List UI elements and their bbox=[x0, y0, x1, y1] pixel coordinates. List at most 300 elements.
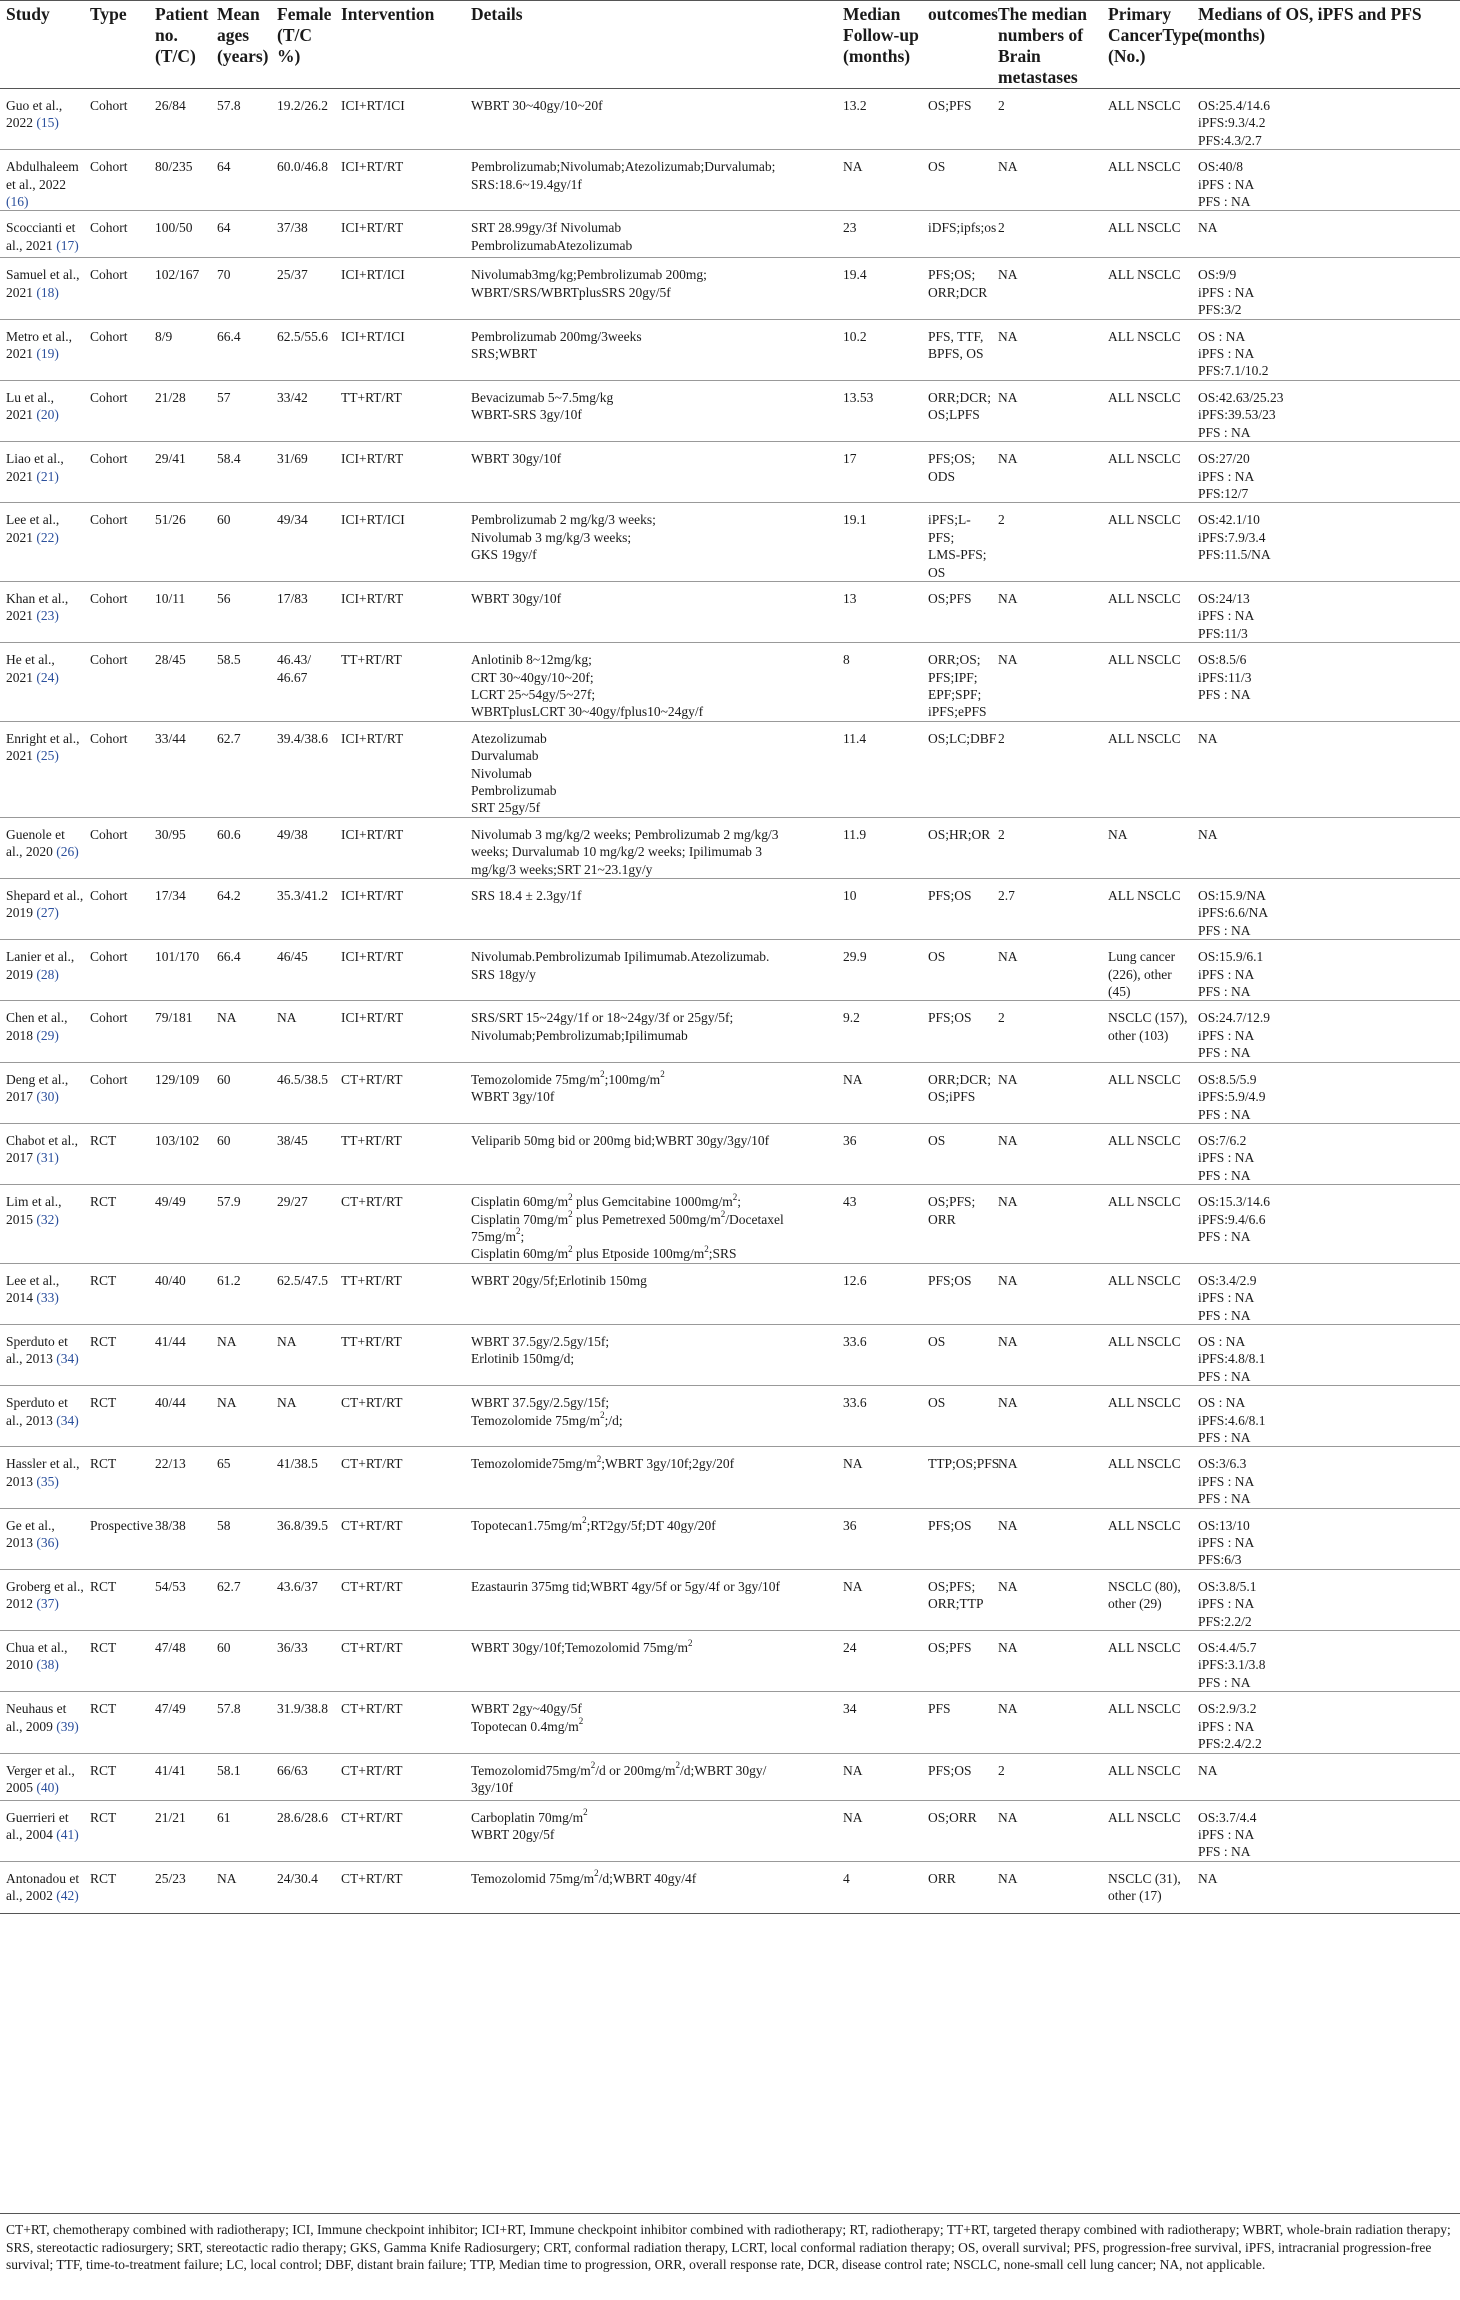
cell-medians bbox=[1192, 1692, 1460, 1753]
cell-patients-text: 103/102 bbox=[155, 1132, 200, 1148]
cell-outcomes bbox=[922, 1263, 992, 1324]
cell-patients-text: 25/23 bbox=[155, 1870, 186, 1886]
cell-medians-text: OS:3.8/5.1 iPFS : NA PFS:2.2/2 bbox=[1198, 1578, 1257, 1629]
cell-study bbox=[0, 940, 84, 1001]
cell-bm-text: 2.7 bbox=[998, 888, 1015, 904]
cell-female bbox=[271, 211, 335, 258]
cell-details-text: WBRT 30gy/10f bbox=[471, 590, 562, 606]
cell-intervention-text: ICI+RT/RT bbox=[341, 220, 404, 236]
cell-study bbox=[0, 258, 84, 319]
cell-study bbox=[0, 1800, 84, 1861]
cell-outcomes-text: OS bbox=[928, 1132, 946, 1148]
cell-intervention-text: ICI+RT/RT bbox=[341, 949, 404, 965]
cell-details bbox=[465, 1324, 837, 1385]
table-row bbox=[0, 817, 1460, 878]
column-header: Mean ages (years) bbox=[217, 4, 269, 66]
reference-link[interactable]: (33) bbox=[36, 1290, 59, 1306]
reference-link[interactable]: (28) bbox=[36, 966, 59, 982]
cell-study bbox=[0, 1861, 84, 1913]
cell-female bbox=[271, 817, 335, 878]
cell-intervention bbox=[335, 817, 465, 878]
cell-patients-text: 22/13 bbox=[155, 1456, 186, 1472]
cell-cancer bbox=[1102, 503, 1192, 582]
cell-followup bbox=[837, 89, 922, 150]
cell-bm-text: NA bbox=[998, 159, 1018, 175]
cell-outcomes bbox=[922, 581, 992, 642]
cell-female-text: 29/27 bbox=[277, 1194, 308, 1210]
cell-patients bbox=[149, 319, 211, 380]
cell-outcomes bbox=[922, 1692, 992, 1753]
cell-female bbox=[271, 1753, 335, 1800]
cell-outcomes bbox=[922, 1447, 1000, 1508]
cell-medians-text: OS:24/13 iPFS : NA PFS:11/3 bbox=[1198, 590, 1255, 641]
cell-female-text: 46.43/ 46.67 bbox=[277, 652, 312, 685]
cell-female bbox=[271, 1861, 335, 1913]
cell-age-text: 64 bbox=[217, 159, 231, 175]
cell-age bbox=[211, 1753, 271, 1800]
reference-link[interactable]: (29) bbox=[36, 1027, 59, 1043]
cell-bm bbox=[992, 380, 1102, 441]
cell-outcomes-text: PFS, TTF, BPFS, OS bbox=[928, 328, 984, 362]
reference-link[interactable]: (39) bbox=[56, 1718, 79, 1734]
cell-intervention-text: CT+RT/RT bbox=[341, 1517, 403, 1533]
reference-link[interactable]: (20) bbox=[36, 407, 59, 423]
table-row bbox=[0, 581, 1460, 642]
cell-female-text: 36.8/39.5 bbox=[277, 1517, 329, 1533]
cell-type bbox=[84, 721, 149, 817]
cell-cancer bbox=[1102, 1324, 1192, 1385]
cell-details-text: Temozolomid $75mg/m^2/d;WBRT$ 40gy/4f bbox=[471, 1868, 697, 1886]
cell-patients bbox=[149, 940, 211, 1001]
cell-age-text: 58.4 bbox=[217, 451, 241, 467]
cell-medians-text: OS:9/9 iPFS : NA PFS:3/2 bbox=[1198, 267, 1255, 318]
cell-type-text: Cohort bbox=[90, 1010, 128, 1026]
cell-patients bbox=[149, 1692, 211, 1753]
cell-patients bbox=[149, 879, 211, 940]
reference-link[interactable]: (30) bbox=[36, 1089, 59, 1105]
cell-outcomes bbox=[922, 319, 992, 380]
cell-outcomes bbox=[922, 380, 992, 441]
column-header: Patient no.(T/C) bbox=[155, 4, 209, 66]
study-name: Lanier et al., 2019 bbox=[6, 949, 75, 982]
cell-type-text: RCT bbox=[90, 1870, 117, 1886]
cell-details-text: WBRT 37.5gy/2.5gy/15f; Temozolomide $75mg/m^2;/d$; bbox=[471, 1395, 623, 1428]
cell-medians bbox=[1192, 1753, 1460, 1800]
cell-female-text: 41/38.5 bbox=[277, 1456, 318, 1472]
cell-followup bbox=[837, 1753, 922, 1800]
cell-medians-text: OS:3.4/2.9 iPFS : NA PFS : NA bbox=[1198, 1272, 1257, 1323]
cell-medians-text: OS:3/6.3 iPFS : NA PFS : NA bbox=[1198, 1456, 1255, 1507]
cell-female-text: 17/83 bbox=[277, 590, 308, 606]
cell-age-text: 57.8 bbox=[217, 1701, 241, 1717]
cell-cancer-text: ALL NSCLC bbox=[1108, 1333, 1181, 1349]
cell-intervention bbox=[335, 150, 465, 211]
cell-details-text: WBRT 20gy/5f;Erlotinib 150mg bbox=[471, 1272, 647, 1288]
reference-link[interactable]: (19) bbox=[36, 346, 59, 362]
cell-study bbox=[0, 1185, 84, 1264]
cell-followup-text: NA bbox=[843, 1809, 863, 1825]
column-header: Medians of OS, iPFS and PFS (months) bbox=[1198, 4, 1422, 45]
study-name: Verger et al., 2005 bbox=[6, 1762, 75, 1795]
cell-age-text: 61.2 bbox=[217, 1272, 241, 1288]
cell-cancer-text: ALL NSCLC bbox=[1108, 1456, 1181, 1472]
reference-link[interactable]: (31) bbox=[36, 1150, 59, 1166]
cell-female bbox=[271, 503, 335, 582]
cell-patients bbox=[149, 150, 211, 211]
cell-bm-text: NA bbox=[998, 267, 1018, 283]
cell-type bbox=[84, 1569, 149, 1630]
column-header: Details bbox=[471, 4, 523, 24]
cell-followup-text: 36 bbox=[843, 1517, 857, 1533]
study-name: Lee et al., 2014 bbox=[6, 1272, 60, 1306]
cell-outcomes-text: OS;LC;DBF bbox=[928, 730, 997, 746]
cell-type bbox=[84, 1861, 149, 1913]
cell-type-text: Cohort bbox=[90, 220, 128, 236]
cell-type-text: Cohort bbox=[90, 512, 128, 528]
cell-female bbox=[271, 1692, 335, 1753]
reference-link[interactable]: (38) bbox=[36, 1657, 59, 1673]
cell-type bbox=[84, 1631, 149, 1692]
cell-bm-text: NA bbox=[998, 1395, 1018, 1411]
reference-link[interactable]: (42) bbox=[56, 1888, 79, 1904]
cell-medians-text: OS:42.1/10 iPFS:7.9/3.4 PFS:11.5/NA bbox=[1198, 512, 1271, 563]
cell-followup-text: 11.9 bbox=[843, 826, 867, 842]
cell-intervention bbox=[335, 1386, 465, 1447]
cell-type bbox=[84, 89, 149, 150]
cell-type-text: RCT bbox=[90, 1272, 117, 1288]
cell-details bbox=[465, 643, 837, 722]
cell-outcomes-text: iDFS;ipfs;os bbox=[928, 220, 997, 236]
cell-age bbox=[211, 503, 271, 582]
cell-bm bbox=[992, 1324, 1102, 1385]
cell-details bbox=[465, 1753, 837, 1800]
cell-intervention bbox=[335, 581, 465, 642]
cell-medians bbox=[1192, 1185, 1460, 1264]
cell-intervention-text: CT+RT/RT bbox=[341, 1701, 403, 1717]
cell-age bbox=[211, 150, 271, 211]
reference-link[interactable]: (36) bbox=[36, 1535, 59, 1551]
reference-link[interactable]: (34) bbox=[56, 1351, 79, 1367]
cell-age-text: 70 bbox=[217, 267, 231, 283]
cell-medians bbox=[1192, 1861, 1460, 1913]
cell-patients bbox=[149, 1001, 211, 1062]
reference-link[interactable]: (40) bbox=[36, 1779, 59, 1795]
cell-study bbox=[0, 319, 84, 380]
cell-cancer-text: NSCLC (157), other (103) bbox=[1108, 1010, 1188, 1043]
cell-bm-text: NA bbox=[998, 949, 1018, 965]
study-name: Shepard et al., 2019 bbox=[6, 888, 84, 921]
cell-age bbox=[211, 319, 271, 380]
reference-link[interactable]: (32) bbox=[36, 1211, 59, 1227]
cell-age bbox=[211, 940, 271, 1001]
cell-patients-text: 30/95 bbox=[155, 826, 186, 842]
cell-age bbox=[211, 721, 271, 817]
cell-female-text: 60.0/46.8 bbox=[277, 159, 329, 175]
cell-intervention-text: ICI+RT/ICI bbox=[341, 98, 405, 113]
cell-study bbox=[0, 1386, 84, 1447]
cell-medians-text: NA bbox=[1198, 826, 1218, 842]
column-header: Intervention bbox=[341, 4, 435, 24]
cell-followup bbox=[837, 1861, 922, 1913]
cell-medians-text: OS:15.9/6.1 iPFS : NA PFS : NA bbox=[1198, 949, 1264, 1000]
cell-type bbox=[84, 380, 149, 441]
cell-female-text: NA bbox=[277, 1010, 297, 1026]
cell-age-text: 65 bbox=[217, 1456, 231, 1472]
cell-cancer-text: ALL NSCLC bbox=[1108, 1132, 1181, 1148]
cell-female-text: 49/34 bbox=[277, 512, 308, 528]
cell-bm-text: NA bbox=[998, 1333, 1018, 1349]
cell-age bbox=[211, 89, 271, 150]
cell-patients bbox=[149, 1631, 211, 1692]
cell-details-text: WBRT 30gy/10f;Temozolomid $75mg/m^2$ bbox=[471, 1637, 693, 1656]
cell-intervention-text: ICI+RT/ICI bbox=[341, 512, 405, 528]
cell-study bbox=[0, 1753, 84, 1800]
cell-details bbox=[465, 721, 837, 817]
cell-patients-text: 47/48 bbox=[155, 1640, 186, 1656]
cell-followup-text: 9.2 bbox=[843, 1010, 860, 1026]
cell-age bbox=[211, 817, 271, 878]
cell-medians bbox=[1192, 150, 1460, 211]
cell-bm-text: NA bbox=[998, 328, 1018, 344]
cell-medians-text: OS:40/8 iPFS : NA PFS : NA bbox=[1198, 159, 1255, 210]
cell-followup-text: 19.1 bbox=[843, 512, 867, 528]
cell-cancer bbox=[1102, 1447, 1192, 1508]
cell-details bbox=[465, 1386, 837, 1447]
cell-cancer bbox=[1102, 643, 1192, 722]
study-name: Deng et al., 2017 bbox=[6, 1071, 69, 1105]
cell-bm bbox=[992, 503, 1102, 582]
cell-bm bbox=[992, 581, 1102, 642]
table-row bbox=[0, 1263, 1460, 1324]
cell-followup bbox=[837, 258, 922, 319]
cell-medians bbox=[1192, 1123, 1460, 1184]
reference-link[interactable]: (22) bbox=[36, 529, 59, 545]
cell-outcomes bbox=[922, 211, 997, 258]
cell-bm bbox=[992, 1263, 1102, 1324]
study-name: Metro et al., 2021 bbox=[6, 328, 72, 362]
cell-age bbox=[211, 1692, 271, 1753]
cell-details-text: Pembrolizumab 2 mg/kg/3 weeks; Nivolumab 3 mg/kg/3 weeks; GKS 19gy/f bbox=[471, 512, 656, 563]
cell-age-text: 57 bbox=[217, 389, 231, 405]
cell-patients-text: 40/44 bbox=[155, 1395, 186, 1411]
cell-followup-text: 13.53 bbox=[843, 389, 874, 405]
cell-type bbox=[84, 442, 149, 503]
cell-type-text: Cohort bbox=[90, 590, 128, 606]
column-header: The median numbers of Brain metastases bbox=[998, 4, 1087, 87]
cell-age bbox=[211, 581, 271, 642]
cell-outcomes-text: iPFS;L-PFS; LMS-PFS; OS bbox=[928, 512, 987, 580]
cell-type-text: RCT bbox=[90, 1456, 117, 1472]
reference-link[interactable]: (34) bbox=[56, 1412, 79, 1428]
cell-details bbox=[465, 258, 837, 319]
cell-intervention-text: ICI+RT/RT bbox=[341, 1010, 404, 1026]
cell-followup-text: 4 bbox=[843, 1870, 850, 1886]
cell-medians bbox=[1192, 721, 1460, 817]
cell-intervention bbox=[335, 1861, 465, 1913]
cell-outcomes bbox=[922, 1123, 992, 1184]
cell-cancer-text: ALL NSCLC bbox=[1108, 730, 1181, 746]
cell-followup-text: NA bbox=[843, 159, 863, 175]
cell-type-text: Cohort bbox=[90, 389, 128, 405]
cell-medians bbox=[1192, 1800, 1460, 1861]
cell-medians bbox=[1192, 1001, 1460, 1062]
cell-patients bbox=[149, 1062, 211, 1123]
reference-link[interactable]: (16) bbox=[6, 194, 29, 210]
reference-link[interactable]: (15) bbox=[36, 115, 59, 131]
cell-intervention-text: CT+RT/RT bbox=[341, 1809, 403, 1825]
cell-study bbox=[0, 89, 84, 150]
cell-cancer bbox=[1102, 581, 1192, 642]
cell-intervention bbox=[335, 1692, 465, 1753]
cell-medians bbox=[1192, 319, 1460, 380]
study-name: Groberg et al., 2012 bbox=[6, 1578, 84, 1612]
cell-type bbox=[84, 940, 149, 1001]
cell-details bbox=[465, 503, 837, 582]
reference-link[interactable]: (21) bbox=[36, 468, 59, 484]
cell-medians bbox=[1192, 1631, 1460, 1692]
cell-details bbox=[465, 817, 837, 878]
cell-type bbox=[84, 1386, 149, 1447]
cell-details bbox=[465, 1800, 837, 1861]
cell-female bbox=[271, 643, 335, 722]
cell-followup-text: NA bbox=[843, 1456, 863, 1472]
cell-patients-text: 54/53 bbox=[155, 1578, 186, 1594]
cell-patients-text: 80/235 bbox=[155, 159, 193, 175]
cell-cancer-text: ALL NSCLC bbox=[1108, 451, 1181, 467]
cell-outcomes bbox=[922, 1631, 992, 1692]
cell-details-text: $Temozolomide75mg/m^2;WBRT$ 3gy/10f;2gy/20f bbox=[471, 1453, 735, 1472]
cell-medians-text: OS:4.4/5.7 iPFS:3.1/3.8 PFS : NA bbox=[1198, 1640, 1266, 1690]
cell-followup bbox=[837, 1185, 922, 1264]
cell-intervention bbox=[335, 721, 465, 817]
cell-type bbox=[84, 1753, 149, 1800]
cell-followup bbox=[837, 879, 922, 940]
cell-cancer-text: NSCLC (80), other (29) bbox=[1108, 1578, 1181, 1612]
cell-female bbox=[271, 150, 335, 211]
reference-link[interactable]: (25) bbox=[36, 748, 59, 764]
cell-age-text: 64 bbox=[217, 220, 231, 236]
cell-age-text: 64.2 bbox=[217, 888, 241, 904]
cell-details bbox=[465, 1861, 837, 1913]
cell-age-text: 60 bbox=[217, 1640, 231, 1656]
cell-female bbox=[271, 1123, 335, 1184]
cell-age bbox=[211, 1861, 271, 1913]
cell-age bbox=[211, 1263, 271, 1324]
reference-link[interactable]: (37) bbox=[36, 1596, 59, 1612]
cell-cancer bbox=[1102, 1185, 1192, 1264]
cell-details bbox=[465, 1631, 837, 1692]
cell-type-text: Cohort bbox=[90, 949, 128, 965]
cell-outcomes bbox=[922, 150, 992, 211]
cell-outcomes bbox=[922, 1386, 992, 1447]
cell-intervention-text: TT+RT/RT bbox=[341, 1272, 402, 1288]
cell-patients-text: 51/26 bbox=[155, 512, 186, 528]
cell-details-text: WBRT 37.5gy/2.5gy/15f; Erlotinib 150mg/d; bbox=[471, 1333, 610, 1367]
cell-followup bbox=[837, 1386, 922, 1447]
cell-type bbox=[84, 1800, 149, 1861]
study-name: Lu et al., 2021 bbox=[6, 389, 54, 423]
cell-study bbox=[0, 1569, 84, 1630]
reference-link[interactable]: (23) bbox=[36, 608, 59, 624]
cell-female bbox=[271, 721, 335, 817]
cell-intervention bbox=[335, 1324, 465, 1385]
cell-details bbox=[465, 1062, 837, 1123]
cell-intervention-text: ICI+RT/ICI bbox=[341, 328, 405, 344]
cell-patients-text: 49/49 bbox=[155, 1194, 186, 1210]
cell-female bbox=[271, 1185, 335, 1264]
cell-patients-text: 21/28 bbox=[155, 389, 186, 405]
cell-cancer-text: ALL NSCLC bbox=[1108, 267, 1181, 283]
cell-outcomes bbox=[922, 258, 992, 319]
reference-link[interactable]: (24) bbox=[36, 669, 59, 685]
reference-link[interactable]: (27) bbox=[36, 905, 59, 921]
cell-bm bbox=[992, 817, 1102, 878]
cell-details bbox=[465, 940, 837, 1001]
reference-link[interactable]: (17) bbox=[56, 237, 79, 253]
cell-intervention bbox=[335, 503, 465, 582]
cell-bm-text: NA bbox=[998, 590, 1018, 606]
cell-details bbox=[465, 1692, 837, 1753]
table-row bbox=[0, 380, 1460, 441]
cell-followup bbox=[837, 1123, 922, 1184]
cell-outcomes bbox=[922, 89, 992, 150]
cell-cancer bbox=[1102, 1062, 1192, 1123]
cell-bm-text: NA bbox=[998, 1640, 1018, 1656]
cell-bm bbox=[992, 1569, 1102, 1630]
cell-type bbox=[84, 1062, 149, 1123]
cell-patients-text: 21/21 bbox=[155, 1809, 186, 1825]
cell-medians bbox=[1192, 1062, 1460, 1123]
cell-type-text: Cohort bbox=[90, 328, 128, 344]
cell-details-text: SRS 18.4 ± 2.3gy/1f bbox=[471, 888, 582, 904]
cell-female-text: 49/38 bbox=[277, 826, 308, 842]
cell-medians-text: OS : NA iPFS:4.8/8.1 PFS : NA bbox=[1198, 1333, 1266, 1384]
cell-cancer-text: ALL NSCLC bbox=[1108, 888, 1181, 904]
reference-link[interactable]: (26) bbox=[56, 844, 79, 860]
cell-cancer bbox=[1102, 1386, 1192, 1447]
cell-age bbox=[211, 1508, 271, 1569]
reference-link[interactable]: (18) bbox=[36, 284, 59, 300]
cell-type bbox=[84, 503, 149, 582]
cell-patients bbox=[149, 380, 211, 441]
cell-age-text: 60 bbox=[217, 512, 231, 528]
cell-outcomes bbox=[922, 1324, 992, 1385]
cell-outcomes-text: PFS;OS bbox=[928, 888, 972, 904]
cell-type bbox=[84, 258, 149, 319]
cell-female-text: 35.3/41.2 bbox=[277, 888, 329, 904]
cell-intervention bbox=[335, 319, 465, 380]
cell-bm bbox=[992, 319, 1102, 380]
cell-age-text: 66.4 bbox=[217, 949, 241, 965]
cell-female bbox=[271, 1569, 335, 1630]
cell-details bbox=[465, 581, 837, 642]
footnote-divider bbox=[0, 2213, 1460, 2214]
reference-link[interactable]: (41) bbox=[56, 1826, 79, 1842]
cell-intervention bbox=[335, 1631, 465, 1692]
cell-medians-text: OS:7/6.2 iPFS : NA PFS : NA bbox=[1198, 1132, 1255, 1183]
cell-cancer-text: ALL NSCLC bbox=[1108, 1809, 1181, 1825]
reference-link[interactable]: (35) bbox=[36, 1473, 59, 1489]
cell-intervention-text: TT+RT/RT bbox=[341, 652, 402, 668]
cell-cancer-text: NSCLC (31), other (17) bbox=[1108, 1870, 1181, 1904]
cell-cancer bbox=[1102, 1569, 1192, 1630]
cell-cancer-text: ALL NSCLC bbox=[1108, 590, 1181, 606]
cell-type-text: RCT bbox=[90, 1578, 117, 1594]
table-row bbox=[0, 89, 1460, 150]
cell-age bbox=[211, 211, 271, 258]
cell-medians-text: OS : NA iPFS : NA PFS:7.1/10.2 bbox=[1198, 328, 1269, 379]
cell-intervention bbox=[335, 1123, 465, 1184]
